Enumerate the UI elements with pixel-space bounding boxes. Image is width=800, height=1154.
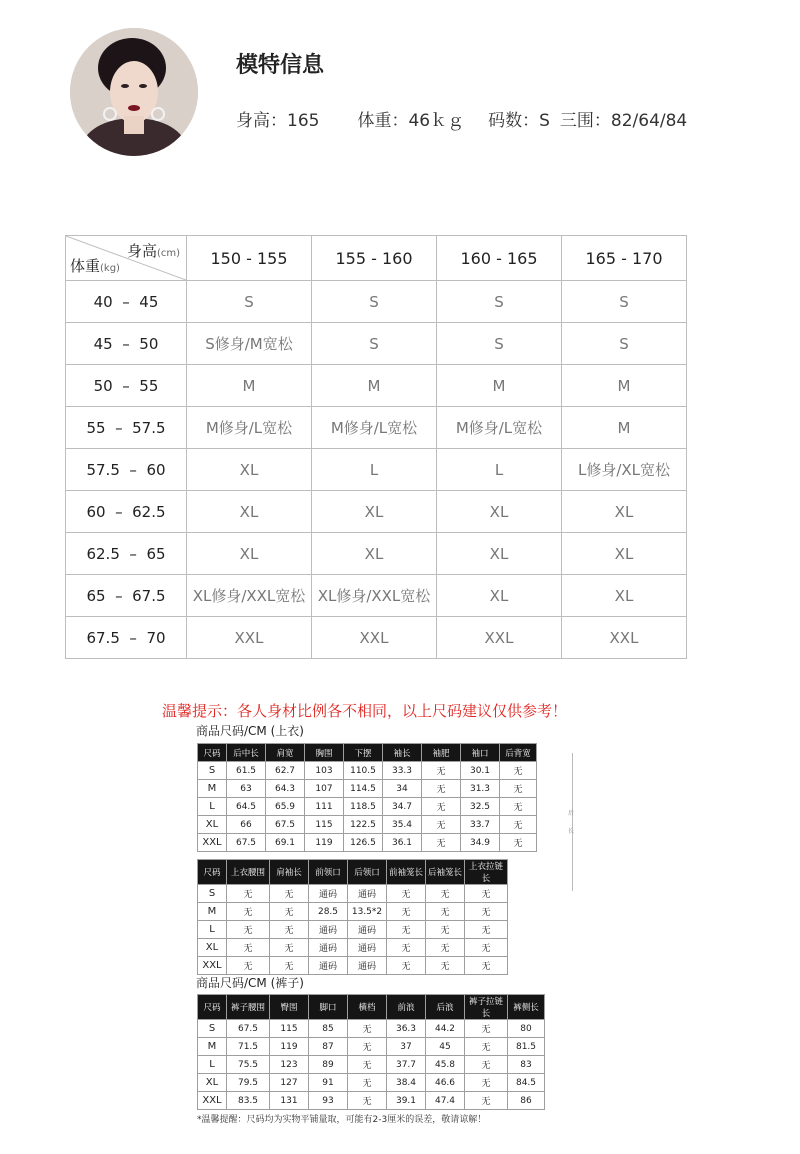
- measurement-cell: 无: [227, 903, 270, 921]
- table-row: [198, 834, 537, 852]
- measurement-cell: 115: [305, 816, 344, 834]
- table-row: [198, 1092, 545, 1110]
- recommended-size-cell: L: [312, 449, 437, 491]
- measurement-cell: 无: [227, 939, 270, 957]
- measurement-cell: 127: [270, 1074, 309, 1092]
- weight-range-cell: 45 – 50: [66, 323, 187, 365]
- size-label-cell: XXL: [198, 957, 227, 975]
- recommended-size-cell: S修身/M宽松: [187, 323, 312, 365]
- measurement-cell: 无: [422, 816, 461, 834]
- measurement-cell: 无: [227, 921, 270, 939]
- column-header: 尺码: [198, 744, 227, 762]
- recommended-size-cell: XXL: [562, 617, 687, 659]
- table-row: [198, 885, 508, 903]
- recommended-size-cell: M: [312, 365, 437, 407]
- weight-range-cell: 55 – 57.5: [66, 407, 187, 449]
- measurement-cell: 无: [465, 903, 508, 921]
- table-header-row: [198, 995, 545, 1020]
- measurement-cell: 84.5: [508, 1074, 545, 1092]
- measurement-cell: 119: [270, 1038, 309, 1056]
- measurement-cell: 无: [426, 921, 465, 939]
- recommended-size-cell: S: [187, 281, 312, 323]
- measurement-cell: 无: [348, 1074, 387, 1092]
- size-guide-corner: [66, 236, 187, 281]
- measurement-cell: 35.4: [383, 816, 422, 834]
- measurement-cell: 无: [270, 957, 309, 975]
- measurement-cell: 无: [270, 921, 309, 939]
- measurement-cell: 30.1: [461, 762, 500, 780]
- measurement-cell: 通码: [309, 921, 348, 939]
- column-header: 后袖笼长: [426, 860, 465, 885]
- recommended-size-cell: M修身/L宽松: [187, 407, 312, 449]
- measurement-cell: 无: [348, 1056, 387, 1074]
- column-header: 横档: [348, 995, 387, 1020]
- measurement-cell: 无: [270, 939, 309, 957]
- measurement-cell: 67.5: [266, 816, 305, 834]
- column-header: 下摆: [344, 744, 383, 762]
- measurement-cell: 36.3: [387, 1020, 426, 1038]
- height-range-header: 160 - 165: [437, 236, 562, 281]
- measurement-cell: 无: [387, 903, 426, 921]
- measurement-cell: 83: [508, 1056, 545, 1074]
- measurement-cell: 13.5*2: [348, 903, 387, 921]
- measurement-cell: 75.5: [227, 1056, 270, 1074]
- size-guide-row: [66, 491, 687, 533]
- height-range-header: 155 - 160: [312, 236, 437, 281]
- recommended-size-cell: S: [437, 323, 562, 365]
- measurement-cell: 通码: [348, 957, 387, 975]
- measurement-cell: 通码: [348, 921, 387, 939]
- table-row: [198, 1074, 545, 1092]
- measurement-cell: 119: [305, 834, 344, 852]
- measurement-cell: 34: [383, 780, 422, 798]
- table-row: [198, 1056, 545, 1074]
- recommended-size-cell: XXL: [437, 617, 562, 659]
- column-header: 臀围: [270, 995, 309, 1020]
- measurement-cell: 无: [422, 798, 461, 816]
- measurement-cell: 无: [348, 1092, 387, 1110]
- weight-range-cell: 65 – 67.5: [66, 575, 187, 617]
- measurement-cell: 无: [465, 1020, 508, 1038]
- table-row: [198, 957, 508, 975]
- size-guide-table: [65, 235, 687, 659]
- model-stats: [236, 106, 687, 131]
- pants-size-title: 商品尺码/CM (裤子): [196, 976, 304, 990]
- recommended-size-cell: L修身/XL宽松: [562, 449, 687, 491]
- measurement-cell: 无: [465, 885, 508, 903]
- size-label-cell: L: [198, 921, 227, 939]
- measurement-cell: 无: [465, 1056, 508, 1074]
- recommended-size-cell: S: [562, 323, 687, 365]
- corner-height-label: 身高(cm): [126, 242, 180, 260]
- measurement-cell: 无: [465, 921, 508, 939]
- measurement-cell: 115: [270, 1020, 309, 1038]
- recommended-size-cell: XL: [437, 575, 562, 617]
- weight-range-cell: 62.5 – 65: [66, 533, 187, 575]
- table-row: [198, 1038, 545, 1056]
- measurement-cell: 46.6: [426, 1074, 465, 1092]
- column-header: 前领口: [309, 860, 348, 885]
- measurement-cell: 38.4: [387, 1074, 426, 1092]
- measurement-cell: 无: [270, 903, 309, 921]
- recommended-size-cell: XL: [437, 533, 562, 575]
- measurement-cell: 无: [387, 885, 426, 903]
- recommended-size-cell: XL: [187, 533, 312, 575]
- measurement-cell: 无: [465, 1074, 508, 1092]
- size-guide-header-row: [66, 236, 687, 281]
- corner-weight-label: 体重(kg): [70, 257, 120, 275]
- measurement-cell: 67.5: [227, 1020, 270, 1038]
- size-label-cell: XL: [198, 1074, 227, 1092]
- measurement-cell: 通码: [309, 939, 348, 957]
- size-label-cell: M: [198, 903, 227, 921]
- measurement-cell: 61.5: [227, 762, 266, 780]
- measurement-cell: 131: [270, 1092, 309, 1110]
- measurement-cell: 33.3: [383, 762, 422, 780]
- table-row: [198, 780, 537, 798]
- size-guide-row: [66, 407, 687, 449]
- measurement-cell: 79.5: [227, 1074, 270, 1092]
- measurement-cell: 32.5: [461, 798, 500, 816]
- column-header: 脚口: [309, 995, 348, 1020]
- weight-range-cell: 57.5 – 60: [66, 449, 187, 491]
- recommended-size-cell: M: [562, 365, 687, 407]
- measurement-cell: 37: [387, 1038, 426, 1056]
- measurement-cell: 62.7: [266, 762, 305, 780]
- measurement-cell: 无: [426, 885, 465, 903]
- measurement-cell: 122.5: [344, 816, 383, 834]
- recommended-size-cell: XL: [562, 533, 687, 575]
- measurement-cell: 无: [348, 1020, 387, 1038]
- measurement-cell: 无: [500, 762, 537, 780]
- size-label-cell: XL: [198, 816, 227, 834]
- table-row: [198, 762, 537, 780]
- column-header: 后背宽: [500, 744, 537, 762]
- recommended-size-cell: XL: [312, 533, 437, 575]
- column-header: 胸围: [305, 744, 344, 762]
- recommended-size-cell: XL: [562, 491, 687, 533]
- measurement-cell: 无: [426, 903, 465, 921]
- table-header-row: [198, 860, 508, 885]
- measurement-cell: 45: [426, 1038, 465, 1056]
- recommended-size-cell: S: [562, 281, 687, 323]
- measurement-cell: 111: [305, 798, 344, 816]
- column-header: 后领口: [348, 860, 387, 885]
- measurement-cell: 64.5: [227, 798, 266, 816]
- measurement-cell: 无: [227, 957, 270, 975]
- column-header: 后浪: [426, 995, 465, 1020]
- height-range-header: 150 - 155: [187, 236, 312, 281]
- measurement-cell: 126.5: [344, 834, 383, 852]
- recommended-size-cell: M修身/L宽松: [312, 407, 437, 449]
- measurement-cell: 无: [387, 939, 426, 957]
- measurement-cell: 86: [508, 1092, 545, 1110]
- measurement-cell: 63: [227, 780, 266, 798]
- recommended-size-cell: L: [437, 449, 562, 491]
- recommended-size-cell: XL: [437, 491, 562, 533]
- column-header: 肩宽: [266, 744, 305, 762]
- column-header: 肩袖长: [270, 860, 309, 885]
- size-label-cell: M: [198, 1038, 227, 1056]
- measurement-cell: 28.5: [309, 903, 348, 921]
- measurement-cell: 85: [309, 1020, 348, 1038]
- recommended-size-cell: XL: [187, 449, 312, 491]
- ruler-label: 长: [568, 828, 575, 835]
- weight-range-cell: 60 – 62.5: [66, 491, 187, 533]
- recommended-size-cell: M: [437, 365, 562, 407]
- length-ruler: [572, 753, 573, 891]
- recommended-size-cell: XL: [312, 491, 437, 533]
- column-header: 上衣腰围: [227, 860, 270, 885]
- size-label-cell: S: [198, 885, 227, 903]
- measurement-cell: 65.9: [266, 798, 305, 816]
- measurement-cell: 无: [422, 834, 461, 852]
- size-guide-row: [66, 449, 687, 491]
- measurement-cell: 107: [305, 780, 344, 798]
- recommended-size-cell: XXL: [187, 617, 312, 659]
- measurement-cell: 通码: [348, 939, 387, 957]
- model-height: 身高：165: [236, 111, 320, 131]
- measurement-cell: 34.7: [383, 798, 422, 816]
- measurement-cell: 通码: [348, 885, 387, 903]
- measurement-cell: 无: [387, 957, 426, 975]
- recommended-size-cell: XL: [187, 491, 312, 533]
- top-size-table-2: [197, 859, 508, 975]
- pants-size-table: [197, 994, 545, 1110]
- measurement-cell: 无: [422, 762, 461, 780]
- measurement-cell: 无: [465, 939, 508, 957]
- table-row: [198, 921, 508, 939]
- size-label-cell: XL: [198, 939, 227, 957]
- size-label-cell: S: [198, 1020, 227, 1038]
- measurement-cell: 81.5: [508, 1038, 545, 1056]
- measurement-cell: 无: [270, 885, 309, 903]
- measurement-cell: 无: [500, 798, 537, 816]
- column-header: 上衣拉链长: [465, 860, 508, 885]
- size-guide-row: [66, 281, 687, 323]
- measurement-cell: 67.5: [227, 834, 266, 852]
- measurement-cell: 89: [309, 1056, 348, 1074]
- size-label-cell: L: [198, 1056, 227, 1074]
- measurement-cell: 71.5: [227, 1038, 270, 1056]
- table-row: [198, 798, 537, 816]
- measurement-cell: 无: [500, 816, 537, 834]
- measurement-cell: 无: [465, 957, 508, 975]
- column-header: 尺码: [198, 860, 227, 885]
- table-row: [198, 903, 508, 921]
- measurement-cell: 无: [426, 939, 465, 957]
- table-row: [198, 1020, 545, 1038]
- top-size-title: 商品尺码/CM (上衣): [196, 724, 304, 738]
- column-header: 袖长: [383, 744, 422, 762]
- column-header: 前浪: [387, 995, 426, 1020]
- model-title: 模特信息: [236, 53, 325, 78]
- weight-range-cell: 50 – 55: [66, 365, 187, 407]
- size-label-cell: L: [198, 798, 227, 816]
- top-size-table-1: [197, 743, 537, 852]
- measurement-cell: 无: [500, 780, 537, 798]
- column-header: 后中长: [227, 744, 266, 762]
- measurement-footnote: *温馨提醒：尺码均为实物平铺量取，可能有2-3厘米的误差，敬请谅解！: [197, 1115, 487, 1125]
- measurement-cell: 44.2: [426, 1020, 465, 1038]
- size-tip: 温馨提示：各人身材比例各不相同，以上尺码建议仅供参考！: [162, 702, 568, 720]
- measurement-cell: 45.8: [426, 1056, 465, 1074]
- measurement-cell: 无: [426, 957, 465, 975]
- model-size: 码数：S: [488, 111, 550, 131]
- measurement-cell: 无: [465, 1092, 508, 1110]
- measurement-cell: 无: [465, 1038, 508, 1056]
- recommended-size-cell: M: [187, 365, 312, 407]
- measurement-cell: 87: [309, 1038, 348, 1056]
- measurement-cell: 91: [309, 1074, 348, 1092]
- measurement-cell: 37.7: [387, 1056, 426, 1074]
- measurement-cell: 103: [305, 762, 344, 780]
- recommended-size-cell: S: [312, 323, 437, 365]
- recommended-size-cell: S: [312, 281, 437, 323]
- size-guide-row: [66, 617, 687, 659]
- size-label-cell: S: [198, 762, 227, 780]
- measurement-cell: 通码: [309, 885, 348, 903]
- measurement-cell: 36.1: [383, 834, 422, 852]
- measurement-cell: 114.5: [344, 780, 383, 798]
- measurement-cell: 118.5: [344, 798, 383, 816]
- measurement-cell: 69.1: [266, 834, 305, 852]
- measurement-cell: 47.4: [426, 1092, 465, 1110]
- measurement-cell: 93: [309, 1092, 348, 1110]
- recommended-size-cell: XL修身/XXL宽松: [312, 575, 437, 617]
- recommended-size-cell: XXL: [312, 617, 437, 659]
- size-label-cell: XXL: [198, 834, 227, 852]
- column-header: 袖口: [461, 744, 500, 762]
- size-guide-row: [66, 575, 687, 617]
- recommended-size-cell: XL修身/XXL宽松: [187, 575, 312, 617]
- model-photo: [70, 28, 198, 156]
- weight-range-cell: 40 – 45: [66, 281, 187, 323]
- column-header: 裤子腰围: [227, 995, 270, 1020]
- measurement-cell: 无: [348, 1038, 387, 1056]
- column-header: 裤子拉链长: [465, 995, 508, 1020]
- measurement-cell: 123: [270, 1056, 309, 1074]
- column-header: 尺码: [198, 995, 227, 1020]
- ruler-label: 后: [568, 810, 575, 817]
- measurement-cell: 无: [422, 780, 461, 798]
- measurement-cell: 34.9: [461, 834, 500, 852]
- recommended-size-cell: M修身/L宽松: [437, 407, 562, 449]
- recommended-size-cell: XL: [562, 575, 687, 617]
- recommended-size-cell: S: [437, 281, 562, 323]
- size-guide-row: [66, 533, 687, 575]
- column-header: 前袖笼长: [387, 860, 426, 885]
- size-label-cell: M: [198, 780, 227, 798]
- measurement-cell: 110.5: [344, 762, 383, 780]
- measurement-cell: 无: [500, 834, 537, 852]
- measurement-cell: 64.3: [266, 780, 305, 798]
- weight-range-cell: 67.5 – 70: [66, 617, 187, 659]
- table-row: [198, 939, 508, 957]
- table-row: [198, 816, 537, 834]
- column-header: 袖肥: [422, 744, 461, 762]
- measurement-cell: 83.5: [227, 1092, 270, 1110]
- measurement-cell: 通码: [309, 957, 348, 975]
- measurement-cell: 无: [227, 885, 270, 903]
- height-range-header: 165 - 170: [562, 236, 687, 281]
- measurement-cell: 无: [387, 921, 426, 939]
- measurement-cell: 80: [508, 1020, 545, 1038]
- recommended-size-cell: M: [562, 407, 687, 449]
- measurement-cell: 66: [227, 816, 266, 834]
- size-guide-row: [66, 365, 687, 407]
- size-guide-row: [66, 323, 687, 365]
- column-header: 裤侧长: [508, 995, 545, 1020]
- measurement-cell: 39.1: [387, 1092, 426, 1110]
- model-avatar: [70, 28, 198, 156]
- size-label-cell: XXL: [198, 1092, 227, 1110]
- measurement-cell: 33.7: [461, 816, 500, 834]
- model-measurements: 三围：82/64/84: [559, 111, 688, 131]
- model-weight: 体重：46ｋｇ: [357, 111, 465, 131]
- measurement-cell: 31.3: [461, 780, 500, 798]
- table-header-row: [198, 744, 537, 762]
